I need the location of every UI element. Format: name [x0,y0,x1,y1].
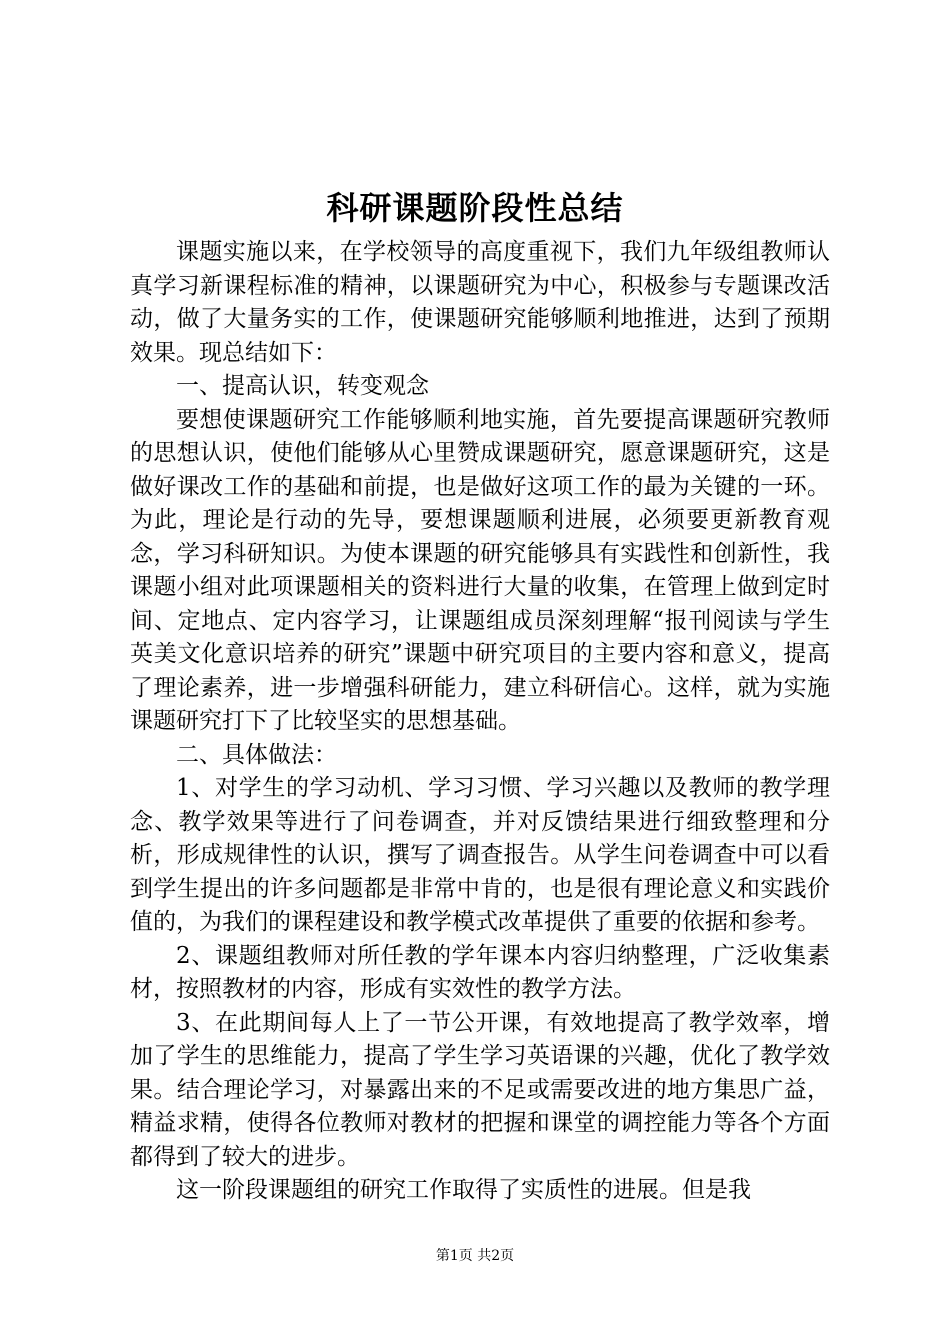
paragraph-item-1: 1、对学生的学习动机、学习习惯、学习兴趣以及教师的教学理念、教学效果等进行了问卷调查，并对反馈结果进行细致整理和分析，形成规律性的认识，撰写了调查报告。从学生问卷调查中可以看到学生提出的许多问题都是非常中肯的，也是很有理论意义和实践价值的，为我们的课程建设和教学模式改革提供了重要的依据和参考。 [130,775,830,935]
section-heading-2: 二、具体做法： [176,741,337,768]
document-body [130,236,830,1208]
section-heading-1: 一、提高认识，转变观念 [176,373,429,399]
paragraph-item-2: 2、课题组教师对所任教的学年课本内容归纳整理，广泛收集素材，按照教材的内容，形成有实效性的教学方法。 [130,942,830,1002]
document-title: 科研课题阶段性总结 [326,189,624,227]
page-number-footer: 第1页 共2页 [435,1248,515,1264]
paragraph-item-3: 3、在此期间每人上了一节公开课，有效地提高了教学效率，增加了学生的思维能力，提高了学生学习英语课的兴趣，优化了教学效果。结合理论学习，对暴露出来的不足或需要改进的地方集思广益，精益求精，使得各位教师对教材的把握和课堂的调控能力等各个方面都得到了较大的进步。 [130,1009,830,1170]
paragraph-conclusion: 这一阶段课题组的研究工作取得了实质性的进展。但是我 [176,1177,751,1203]
paragraph-section-1: 要想使课题研究工作能够顺利地实施，首先要提高课题研究教师的思想认识，使他们能够从心里赞成课题研究，愿意课题研究，这是做好课改工作的基础和前提，也是做好这项工作的最为关键的一环。为此，理论是行动的先导，要想课题顺利进展，必须要更新教育观念，学习科研知识。为使本课题的研究能够具有实践性和创新性，我课题小组对此项课题相关的资料进行大量的收集，在管理上做到定时间、定地点、定内容学习，让课题组成员深刻理解“报刊阅读与学生英美文化意识培养的研究”课题中研究项目的主要内容和意义，提高了理论素养，进一步增强科研能力，建立科研信心。这样，就为实施课题研究打下了比较坚实的思想基础。 [130,406,830,734]
paragraph-intro: 课题实施以来，在学校领导的高度重视下，我们九年级组教师认真学习新课程标准的精神，以课题研究为中心，积极参与专题课改活动，做了大量务实的工作，使课题研究能够顺利地推进，达到了预期效果。现总结如下： [130,239,830,366]
